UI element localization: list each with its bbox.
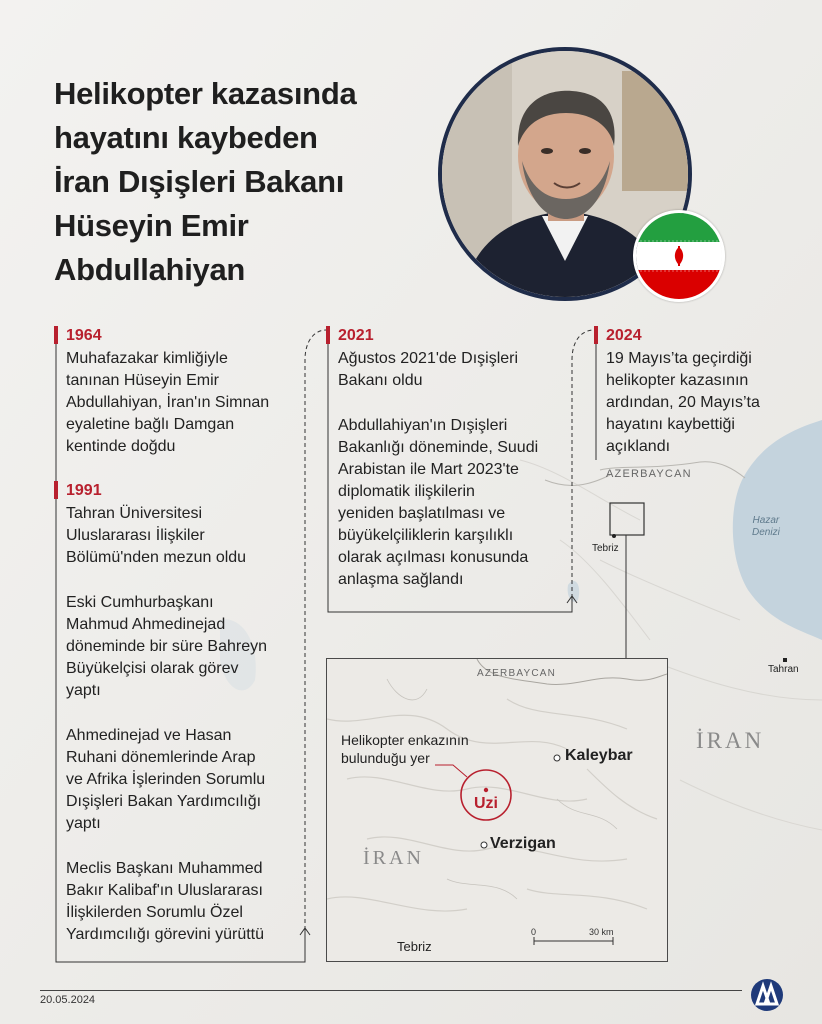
inset-map xyxy=(326,658,668,962)
page-title xyxy=(54,72,434,292)
title-line: Abdullahiyan xyxy=(54,252,246,287)
map-label-iran: İRAN xyxy=(696,728,765,753)
event-special-assistant: Meclis Başkanı Muhammed Bakır Kalibaf'ın Uluslararası İlişkilerden Sorumlu Özel Yardımcılığı görevini yürüttü xyxy=(66,860,265,943)
aa-logo-icon xyxy=(750,978,784,1017)
inset-label-azerbaijan: AZERBAYCAN xyxy=(477,668,557,679)
map-label-azerbaijan: AZERBAYCAN xyxy=(606,468,692,480)
map-label-caspian-sea: Hazar Denizi xyxy=(752,515,780,538)
title-line: Helikopter kazasında xyxy=(54,76,357,111)
footer-date: 20.05.2024 xyxy=(40,994,96,1006)
inset-city-uzi: Uzi xyxy=(474,795,498,812)
iran-flag-icon xyxy=(633,210,725,302)
title-line: hayatını kaybeden xyxy=(54,120,318,155)
crash-site-annotation: Helikopter enkazının bulunduğu yer xyxy=(341,732,469,766)
event-saudi-relations: Abdullahiyan'ın Dışişleri Bakanlığı döneminde, Suudi Arabistan ile Mart 2023'te diplomatik ilişkilerin yeniden başlatılması ve büyükelçiliklerin karşılıklı olarak açılması konusunda anlaşma sağlandı xyxy=(338,417,539,588)
event-2024-crash: 19 Mayıs’ta geçirdiği helikopter kazasının ardından, 20 Mayıs’ta hayatını kaybettiği açıklandı xyxy=(606,350,760,455)
map-city-tahran: Tahran xyxy=(768,664,799,675)
title-line: Hüseyin Emir xyxy=(54,208,249,243)
inset-city-kaleybar: Kaleybar xyxy=(565,747,633,764)
event-deputy-minister: Ahmedinejad ve Hasan Ruhani dönemlerinde Arap ve Afrika İşlerinden Sorumlu Dışişleri Bakan Yardımcılığı yaptı xyxy=(66,727,266,832)
inset-label-iran: İRAN xyxy=(363,847,424,869)
scale-start: 0 xyxy=(531,927,537,937)
year-2021: 2021 xyxy=(338,327,374,344)
footer-divider xyxy=(40,990,742,991)
map-city-tebriz: Tebriz xyxy=(592,543,619,554)
year-2024: 2024 xyxy=(606,327,642,344)
event-bahrain-ambassador: Eski Cumhurbaşkanı Mahmud Ahmedinejad döneminde bir süre Bahreyn Büyükelçisi olarak görev yaptı xyxy=(66,594,268,699)
event-2021-minister: Ağustos 2021'de Dışişleri Bakanı oldu xyxy=(338,350,519,389)
year-1964: 1964 xyxy=(66,327,102,344)
inset-city-tebriz: Tebriz xyxy=(397,939,432,954)
scale-end: 30 km xyxy=(589,927,614,937)
year-1991: 1991 xyxy=(66,482,102,499)
title-line: İran Dışişleri Bakanı xyxy=(54,164,345,199)
inset-city-verzigan: Verzigan xyxy=(490,835,556,852)
event-1964: Muhafazakar kimliğiyle tanınan Hüseyin Emir Abdullahiyan, İran'ın Simnan eyaletine bağlı Damgan kentinde doğdu xyxy=(66,350,270,455)
event-1991-graduation: Tahran Üniversitesi Uluslararası İlişkiler Bölümü'nden mezun oldu xyxy=(66,505,247,566)
